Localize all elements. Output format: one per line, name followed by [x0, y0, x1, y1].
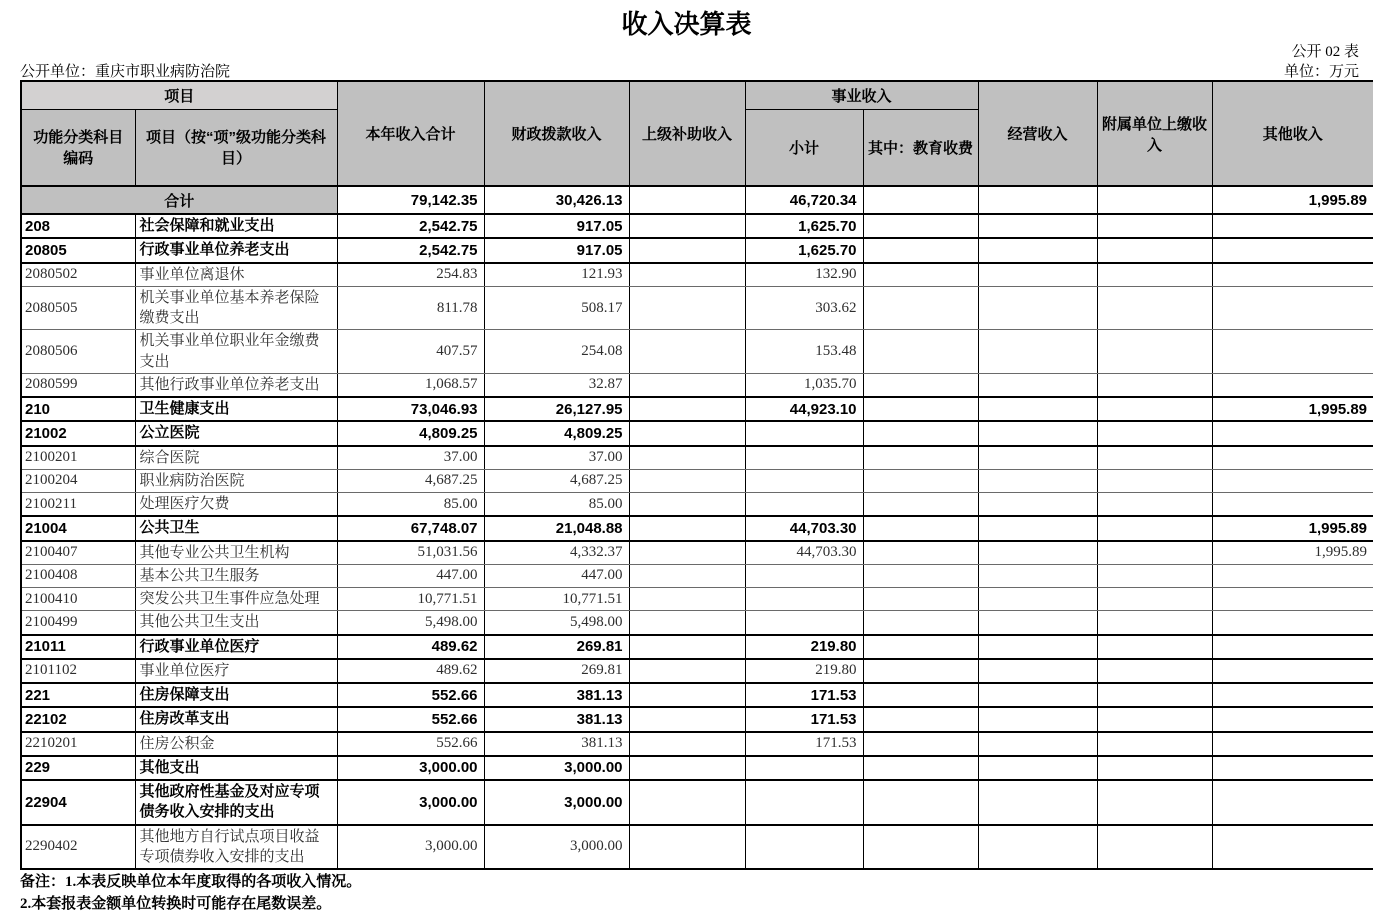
cell-operating: [978, 588, 1097, 611]
cell-item-name: 其他政府性基金及对应专项债务收入安排的支出: [135, 780, 337, 825]
cell-total: 73,046.93: [337, 397, 484, 421]
table-row: [21, 238, 1373, 262]
cell-item-name: 住房改革支出: [135, 707, 337, 731]
cell-affiliated: [1097, 421, 1212, 445]
cell-other: 1,995.89: [1212, 541, 1373, 565]
cell-fiscal: 269.81: [484, 659, 629, 683]
cell-function-code: 221: [21, 683, 135, 707]
cell-total: 5,498.00: [337, 611, 484, 635]
cell-fiscal: 21,048.88: [484, 516, 629, 540]
cell-operating: [978, 732, 1097, 756]
cell-fiscal: 917.05: [484, 238, 629, 262]
cell-education: [863, 588, 978, 611]
cell-business: 171.53: [745, 732, 863, 756]
cell-other: [1212, 635, 1373, 659]
cell-total-label: 合计: [21, 186, 337, 214]
cell-other: 1,995.89: [1212, 397, 1373, 421]
cell-education: [863, 330, 978, 374]
cell-total: 552.66: [337, 707, 484, 731]
cell-operating: [978, 286, 1097, 330]
cell-operating: [978, 541, 1097, 565]
cell-other: [1212, 214, 1373, 238]
cell-other: [1212, 373, 1373, 397]
cell-fiscal: 121.93: [484, 263, 629, 287]
cell-business: 171.53: [745, 683, 863, 707]
cell-superior: [629, 397, 745, 421]
cell-function-code: 2100410: [21, 588, 135, 611]
cell-function-code: 229: [21, 756, 135, 780]
cell-item-name: 事业单位医疗: [135, 659, 337, 683]
cell-total: 254.83: [337, 263, 484, 287]
cell-affiliated: [1097, 330, 1212, 374]
cell-item-name: 事业单位离退休: [135, 263, 337, 287]
cell-superior: [629, 446, 745, 470]
cell-function-code: 2080506: [21, 330, 135, 374]
table-row: [21, 373, 1373, 397]
cell-affiliated: [1097, 635, 1212, 659]
cell-superior: [629, 635, 745, 659]
cell-item-name: 住房保障支出: [135, 683, 337, 707]
cell-total: 3,000.00: [337, 756, 484, 780]
cell-superior: [629, 659, 745, 683]
cell-function-code: 2080502: [21, 263, 135, 287]
cell-other: [1212, 238, 1373, 262]
cell-item-name: 行政事业单位养老支出: [135, 238, 337, 262]
table-row: [21, 516, 1373, 540]
cell-business: 1,035.70: [745, 373, 863, 397]
cell-fiscal: 381.13: [484, 707, 629, 731]
publisher-label: 公开单位：重庆市职业病防治院: [20, 64, 231, 80]
cell-superior: [629, 732, 745, 756]
cell-affiliated: [1097, 469, 1212, 492]
cell-function-code: 2101102: [21, 659, 135, 683]
table-row: [21, 825, 1373, 870]
cell-business: [745, 588, 863, 611]
table-row: [21, 397, 1373, 421]
cell-operating: [978, 263, 1097, 287]
cell-total: 2,542.75: [337, 214, 484, 238]
cell-operating: [978, 516, 1097, 540]
cell-other: [1212, 756, 1373, 780]
cell-operating: [978, 683, 1097, 707]
cell-total: 447.00: [337, 564, 484, 587]
cell-affiliated: [1097, 756, 1212, 780]
cell-operating: [978, 825, 1097, 870]
cell-operating: [978, 756, 1097, 780]
table-row: [21, 214, 1373, 238]
cell-operating: [978, 446, 1097, 470]
cell-business: 219.80: [745, 635, 863, 659]
cell-affiliated: [1097, 707, 1212, 731]
cell-function-code: 2290402: [21, 825, 135, 870]
cell-fiscal: 37.00: [484, 446, 629, 470]
cell-superior: [629, 825, 745, 870]
cell-education: [863, 756, 978, 780]
cell-operating: [978, 469, 1097, 492]
cell-item-name: 卫生健康支出: [135, 397, 337, 421]
cell-item-name: 处理医疗欠费: [135, 493, 337, 517]
cell-superior: [629, 611, 745, 635]
cell-item-name: 住房公积金: [135, 732, 337, 756]
header-business-subtotal: 小计: [745, 109, 863, 186]
table-code-label: 公开 02 表: [1291, 44, 1359, 60]
cell-other: [1212, 493, 1373, 517]
cell-function-code: 2080599: [21, 373, 135, 397]
cell-other: [1212, 421, 1373, 445]
table-row: [21, 564, 1373, 587]
cell-total: 489.62: [337, 659, 484, 683]
header-row-1: [21, 81, 1373, 109]
cell-education: [863, 707, 978, 731]
cell-fiscal: 4,332.37: [484, 541, 629, 565]
cell-item-name: 机关事业单位职业年金缴费支出: [135, 330, 337, 374]
cell-education: [863, 516, 978, 540]
cell-total: 51,031.56: [337, 541, 484, 565]
cell-education: [863, 238, 978, 262]
cell-other: [1212, 588, 1373, 611]
cell-other: [1212, 825, 1373, 870]
cell-education: [863, 286, 978, 330]
table-row: [21, 659, 1373, 683]
cell-function-code: 210: [21, 397, 135, 421]
cell-superior: [629, 707, 745, 731]
cell-superior: [629, 330, 745, 374]
cell-superior: [629, 780, 745, 825]
cell-education: [863, 611, 978, 635]
cell-function-code: 2210201: [21, 732, 135, 756]
cell-affiliated: [1097, 588, 1212, 611]
cell-operating: [978, 421, 1097, 445]
cell-education: [863, 214, 978, 238]
cell-operating: [978, 707, 1097, 731]
cell-other: [1212, 330, 1373, 374]
cell-other: [1212, 469, 1373, 492]
cell-total: 552.66: [337, 732, 484, 756]
cell-fiscal: 508.17: [484, 286, 629, 330]
cell-superior: [629, 238, 745, 262]
cell-fiscal: 381.13: [484, 732, 629, 756]
cell-total: 2,542.75: [337, 238, 484, 262]
cell-total: 407.57: [337, 330, 484, 374]
cell-other: [1212, 707, 1373, 731]
notes: [20, 872, 1373, 916]
cell-item-name: 社会保障和就业支出: [135, 214, 337, 238]
cell-item-name: 其他行政事业单位养老支出: [135, 373, 337, 397]
cell-function-code: 22904: [21, 780, 135, 825]
table-row: [21, 780, 1373, 825]
cell-operating: [978, 659, 1097, 683]
table-row: [21, 588, 1373, 611]
cell-other: [1212, 263, 1373, 287]
cell-affiliated: [1097, 493, 1212, 517]
cell-education: [863, 683, 978, 707]
cell-function-code: 22102: [21, 707, 135, 731]
cell-superior: [629, 493, 745, 517]
header-function-code: 功能分类科目编码: [21, 109, 135, 186]
cell-superior: [629, 186, 745, 214]
cell-education: [863, 493, 978, 517]
cell-business: 1,625.70: [745, 214, 863, 238]
cell-operating: [978, 635, 1097, 659]
cell-total: 67,748.07: [337, 516, 484, 540]
cell-operating: [978, 238, 1097, 262]
header-item-name: 项目（按“项”级功能分类科目）: [135, 109, 337, 186]
cell-superior: [629, 373, 745, 397]
cell-function-code: 2080505: [21, 286, 135, 330]
table-row: [21, 707, 1373, 731]
cell-total: 3,000.00: [337, 780, 484, 825]
cell-item-name: 其他地方自行试点项目收益专项债券收入安排的支出: [135, 825, 337, 870]
cell-other: [1212, 446, 1373, 470]
cell-affiliated: [1097, 683, 1212, 707]
cell-fiscal: 85.00: [484, 493, 629, 517]
cell-education: [863, 541, 978, 565]
cell-affiliated: [1097, 825, 1212, 870]
table-row: [21, 186, 1373, 214]
cell-superior: [629, 421, 745, 445]
cell-function-code: 2100201: [21, 446, 135, 470]
table-row: [21, 286, 1373, 330]
cell-function-code: 2100499: [21, 611, 135, 635]
cell-total: 3,000.00: [337, 825, 484, 870]
cell-business: 1,625.70: [745, 238, 863, 262]
cell-item-name: 突发公共卫生事件应急处理: [135, 588, 337, 611]
cell-total: 85.00: [337, 493, 484, 517]
header-superior-subsidy: 上级补助收入: [629, 81, 745, 186]
table-row: [21, 541, 1373, 565]
note-line-1: 备注：1.本表反映单位本年度取得的各项收入情况。: [20, 874, 362, 890]
cell-affiliated: [1097, 659, 1212, 683]
page-title: 收入决算表: [621, 9, 752, 39]
table-row: [21, 446, 1373, 470]
cell-business: 153.48: [745, 330, 863, 374]
cell-total: 10,771.51: [337, 588, 484, 611]
cell-superior: [629, 683, 745, 707]
table-row: [21, 683, 1373, 707]
cell-affiliated: [1097, 286, 1212, 330]
cell-business: 303.62: [745, 286, 863, 330]
cell-education: [863, 469, 978, 492]
cell-item-name: 其他公共卫生支出: [135, 611, 337, 635]
cell-total: 811.78: [337, 286, 484, 330]
cell-education: [863, 825, 978, 870]
cell-function-code: 2100204: [21, 469, 135, 492]
cell-superior: [629, 214, 745, 238]
cell-total: 1,068.57: [337, 373, 484, 397]
cell-operating: [978, 564, 1097, 587]
cell-fiscal: 32.87: [484, 373, 629, 397]
cell-education: [863, 564, 978, 587]
cell-business: [745, 446, 863, 470]
cell-affiliated: [1097, 238, 1212, 262]
cell-business: 46,720.34: [745, 186, 863, 214]
meta-row: [0, 60, 1373, 80]
cell-affiliated: [1097, 564, 1212, 587]
table-row: [21, 611, 1373, 635]
cell-business: [745, 780, 863, 825]
cell-fiscal: 254.08: [484, 330, 629, 374]
cell-total: 552.66: [337, 683, 484, 707]
header-total-income: 本年收入合计: [337, 81, 484, 186]
table-row: [21, 263, 1373, 287]
cell-item-name: 公共卫生: [135, 516, 337, 540]
cell-item-name: 行政事业单位医疗: [135, 635, 337, 659]
header-operating-income: 经营收入: [978, 81, 1097, 186]
cell-function-code: 21011: [21, 635, 135, 659]
cell-education: [863, 186, 978, 214]
cell-item-name: 职业病防治医院: [135, 469, 337, 492]
cell-business: [745, 421, 863, 445]
cell-other: [1212, 286, 1373, 330]
table-row: [21, 469, 1373, 492]
table-row: [21, 756, 1373, 780]
cell-business: 44,703.30: [745, 516, 863, 540]
cell-item-name: 综合医院: [135, 446, 337, 470]
cell-fiscal: 3,000.00: [484, 825, 629, 870]
cell-item-name: 其他支出: [135, 756, 337, 780]
cell-fiscal: 3,000.00: [484, 756, 629, 780]
header-fiscal-appropriation: 财政拨款收入: [484, 81, 629, 186]
cell-education: [863, 421, 978, 445]
cell-fiscal: 269.81: [484, 635, 629, 659]
cell-education: [863, 732, 978, 756]
cell-fiscal: 381.13: [484, 683, 629, 707]
cell-fiscal: 5,498.00: [484, 611, 629, 635]
header-business-income-group: 事业收入: [745, 81, 978, 109]
table-row: [21, 635, 1373, 659]
cell-fiscal: 26,127.95: [484, 397, 629, 421]
cell-fiscal: 917.05: [484, 214, 629, 238]
cell-other: [1212, 683, 1373, 707]
cell-fiscal: 3,000.00: [484, 780, 629, 825]
cell-total: 4,809.25: [337, 421, 484, 445]
cell-education: [863, 446, 978, 470]
cell-affiliated: [1097, 611, 1212, 635]
cell-education: [863, 780, 978, 825]
cell-operating: [978, 186, 1097, 214]
cell-function-code: 2100211: [21, 493, 135, 517]
cell-affiliated: [1097, 263, 1212, 287]
cell-item-name: 机关事业单位基本养老保险缴费支出: [135, 286, 337, 330]
table-row: [21, 493, 1373, 517]
cell-business: 44,703.30: [745, 541, 863, 565]
cell-operating: [978, 780, 1097, 825]
cell-item-name: 公立医院: [135, 421, 337, 445]
table-row: [21, 421, 1373, 445]
cell-other: [1212, 732, 1373, 756]
cell-education: [863, 659, 978, 683]
cell-total: 37.00: [337, 446, 484, 470]
cell-affiliated: [1097, 541, 1212, 565]
cell-other: 1,995.89: [1212, 186, 1373, 214]
cell-business: [745, 469, 863, 492]
note-line-2: 2.本套报表金额单位转换时可能存在尾数误差。: [20, 895, 332, 912]
cell-superior: [629, 541, 745, 565]
cell-superior: [629, 263, 745, 287]
header-project-group: 项目: [21, 81, 337, 109]
income-final-accounts-table: [20, 80, 1373, 870]
cell-function-code: 2100407: [21, 541, 135, 565]
unit-label: 单位：万元: [1283, 64, 1359, 80]
cell-operating: [978, 397, 1097, 421]
cell-total: 79,142.35: [337, 186, 484, 214]
cell-total: 4,687.25: [337, 469, 484, 492]
cell-fiscal: 4,687.25: [484, 469, 629, 492]
cell-education: [863, 635, 978, 659]
cell-item-name: 基本公共卫生服务: [135, 564, 337, 587]
cell-business: [745, 756, 863, 780]
cell-operating: [978, 330, 1097, 374]
cell-business: [745, 493, 863, 517]
table-row: [21, 330, 1373, 374]
cell-function-code: 208: [21, 214, 135, 238]
cell-function-code: 20805: [21, 238, 135, 262]
cell-total: 489.62: [337, 635, 484, 659]
cell-operating: [978, 373, 1097, 397]
header-other-income: 其他收入: [1212, 81, 1373, 186]
header-affiliated-income: 附属单位上缴收入: [1097, 81, 1212, 186]
cell-fiscal: 4,809.25: [484, 421, 629, 445]
cell-superior: [629, 516, 745, 540]
cell-superior: [629, 564, 745, 587]
cell-function-code: 21004: [21, 516, 135, 540]
cell-operating: [978, 493, 1097, 517]
cell-affiliated: [1097, 780, 1212, 825]
cell-education: [863, 373, 978, 397]
cell-affiliated: [1097, 373, 1212, 397]
cell-business: 219.80: [745, 659, 863, 683]
cell-affiliated: [1097, 516, 1212, 540]
cell-business: [745, 611, 863, 635]
cell-other: [1212, 659, 1373, 683]
cell-fiscal: 30,426.13: [484, 186, 629, 214]
cell-other: 1,995.89: [1212, 516, 1373, 540]
cell-education: [863, 263, 978, 287]
cell-business: [745, 825, 863, 870]
cell-affiliated: [1097, 186, 1212, 214]
cell-business: 132.90: [745, 263, 863, 287]
cell-fiscal: 447.00: [484, 564, 629, 587]
cell-affiliated: [1097, 214, 1212, 238]
cell-superior: [629, 756, 745, 780]
cell-business: 171.53: [745, 707, 863, 731]
cell-superior: [629, 286, 745, 330]
cell-operating: [978, 214, 1097, 238]
cell-other: [1212, 611, 1373, 635]
cell-operating: [978, 611, 1097, 635]
cell-other: [1212, 780, 1373, 825]
cell-other: [1212, 564, 1373, 587]
table-row: [21, 732, 1373, 756]
cell-superior: [629, 588, 745, 611]
cell-affiliated: [1097, 397, 1212, 421]
cell-function-code: 2100408: [21, 564, 135, 587]
cell-business: 44,923.10: [745, 397, 863, 421]
cell-item-name: 其他专业公共卫生机构: [135, 541, 337, 565]
cell-affiliated: [1097, 446, 1212, 470]
cell-fiscal: 10,771.51: [484, 588, 629, 611]
header-education-fees: 其中：教育收费: [863, 109, 978, 186]
cell-business: [745, 564, 863, 587]
cell-education: [863, 397, 978, 421]
cell-superior: [629, 469, 745, 492]
cell-function-code: 21002: [21, 421, 135, 445]
cell-affiliated: [1097, 732, 1212, 756]
